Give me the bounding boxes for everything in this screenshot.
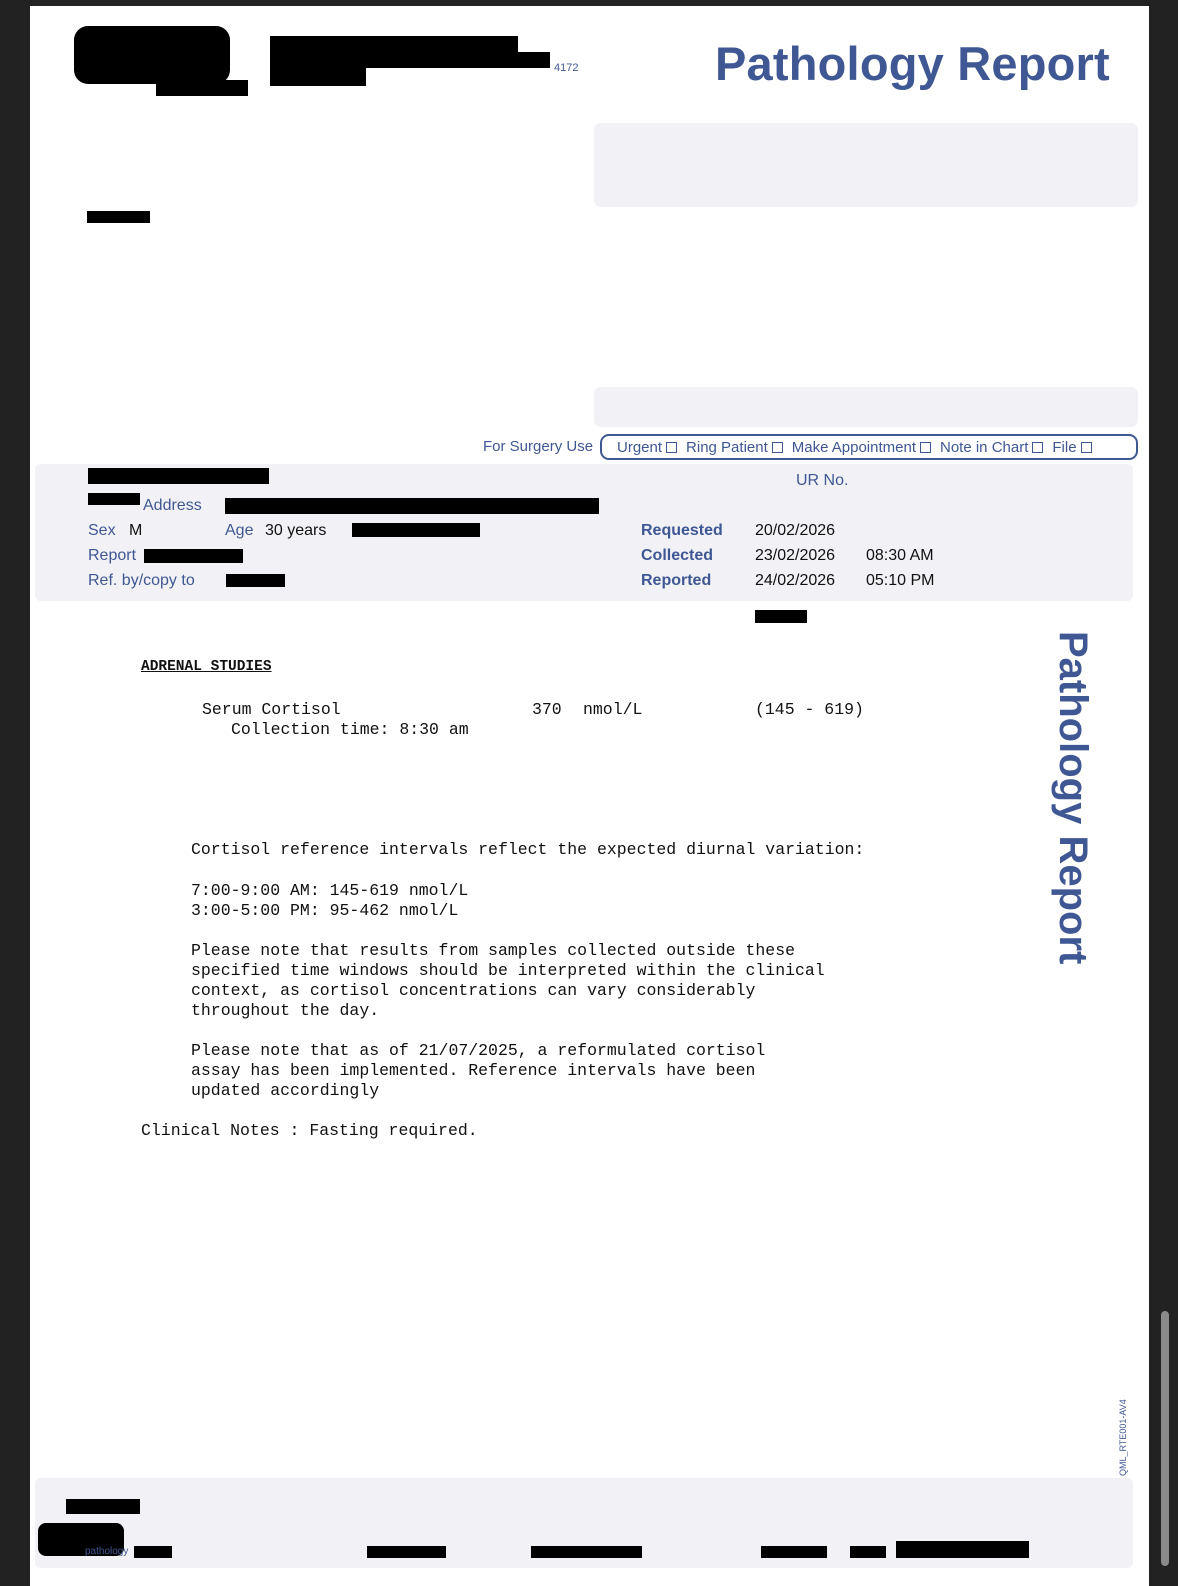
option-ring-patient[interactable] bbox=[686, 439, 783, 456]
option-note-in-chart[interactable] bbox=[940, 439, 1043, 456]
side-title: Pathology Report bbox=[1051, 631, 1095, 965]
reported-time: 05:10 PM bbox=[866, 572, 935, 589]
collected-date: 23/02/2026 bbox=[755, 547, 836, 564]
checkbox-urgent[interactable] bbox=[666, 442, 677, 453]
patient-details-panel bbox=[35, 464, 1133, 601]
option-urgent[interactable] bbox=[617, 439, 677, 456]
collected-time: 08:30 AM bbox=[866, 547, 934, 564]
redacted-logo-sub bbox=[156, 80, 248, 96]
report-title: Pathology Report bbox=[715, 37, 1110, 90]
info-box bbox=[594, 387, 1138, 427]
option-file[interactable] bbox=[1052, 439, 1091, 456]
redacted-patient-name bbox=[88, 468, 269, 484]
redacted-report-id bbox=[144, 549, 243, 563]
sex-value: M bbox=[129, 522, 143, 539]
am-interval: 7:00-9:00 AM: 145-619 nmol/L bbox=[191, 881, 469, 900]
redacted-lab-phone bbox=[270, 68, 366, 86]
scrollbar-thumb[interactable] bbox=[1161, 1311, 1169, 1566]
address-label: Address bbox=[143, 497, 202, 514]
requested-date: 20/02/2026 bbox=[755, 522, 836, 539]
test-range: (145 - 619) bbox=[755, 700, 864, 719]
test-value: 370 bbox=[532, 700, 562, 719]
pm-interval: 3:00-5:00 PM: 95-462 nmol/L bbox=[191, 901, 459, 920]
option-make-appointment[interactable] bbox=[792, 439, 931, 456]
redacted-footer-6 bbox=[896, 1541, 1029, 1558]
redacted-referrer bbox=[226, 574, 285, 587]
checkbox-file[interactable] bbox=[1081, 442, 1092, 453]
redacted-lab-ref bbox=[755, 610, 807, 623]
surgery-use-label: For Surgery Use bbox=[483, 438, 594, 455]
sampling-note: Please note that results from samples collected outside these specified time windows should be interpreted within the clinical context, as cortisol concentrations can vary considerably throughout the day. bbox=[191, 941, 825, 1020]
checkbox-make-appointment[interactable] bbox=[920, 442, 931, 453]
collection-time: Collection time: 8:30 am bbox=[231, 720, 469, 739]
section-heading: ADRENAL STUDIES bbox=[141, 659, 272, 675]
redacted-footer-2 bbox=[367, 1546, 446, 1558]
option-label: Note in Chart bbox=[940, 438, 1029, 456]
option-label: File bbox=[1052, 438, 1077, 456]
redacted-footer-4 bbox=[761, 1546, 827, 1558]
reference-intro: Cortisol reference intervals reflect the expected diurnal variation: bbox=[191, 840, 865, 859]
redacted-footer-title bbox=[66, 1499, 140, 1514]
test-unit: nmol/L bbox=[583, 700, 643, 719]
report-page bbox=[30, 6, 1149, 1586]
redacted-doctor bbox=[87, 211, 150, 223]
test-name: Serum Cortisol bbox=[202, 700, 341, 719]
sex-label: Sex bbox=[88, 522, 116, 539]
option-label: Ring Patient bbox=[686, 438, 768, 456]
form-code: QML_RTE001-AV4 bbox=[1118, 1399, 1128, 1476]
redacted-footer-5 bbox=[850, 1546, 886, 1558]
reported-label: Reported bbox=[641, 572, 712, 589]
assay-note: Please note that as of 21/07/2025, a reformulated cortisol assay has been implemented. Reference intervals have been updated accordingly bbox=[191, 1041, 766, 1100]
collected-label: Collected bbox=[641, 547, 714, 564]
lab-phone-suffix: 4172 bbox=[554, 62, 579, 74]
checkbox-ring-patient[interactable] bbox=[772, 442, 783, 453]
age-value: 30 years bbox=[265, 522, 327, 539]
redacted-logo bbox=[74, 26, 230, 84]
redacted-address-prefix bbox=[88, 493, 140, 505]
ur-no-label: UR No. bbox=[796, 472, 849, 489]
redacted-address bbox=[225, 498, 599, 514]
redacted-lab-address bbox=[270, 52, 550, 68]
ref-by-label: Ref. by/copy to bbox=[88, 572, 195, 589]
option-label: Urgent bbox=[617, 438, 663, 456]
age-label: Age bbox=[225, 522, 254, 539]
option-label: Make Appointment bbox=[791, 438, 916, 456]
redacted-dob bbox=[352, 523, 480, 537]
checkbox-note-in-chart[interactable] bbox=[1032, 442, 1043, 453]
doctor-address-box bbox=[594, 123, 1138, 207]
requested-label: Requested bbox=[641, 522, 723, 539]
clinical-notes: Clinical Notes : Fasting required. bbox=[141, 1121, 478, 1140]
report-label: Report bbox=[88, 547, 137, 564]
reported-date: 24/02/2026 bbox=[755, 572, 836, 589]
surgery-use-options bbox=[600, 434, 1138, 460]
redacted-lab-name bbox=[270, 36, 518, 52]
footer-logo-text: pathology bbox=[85, 1546, 129, 1557]
redacted-footer-3 bbox=[531, 1546, 642, 1558]
redacted-footer-1 bbox=[134, 1546, 172, 1558]
